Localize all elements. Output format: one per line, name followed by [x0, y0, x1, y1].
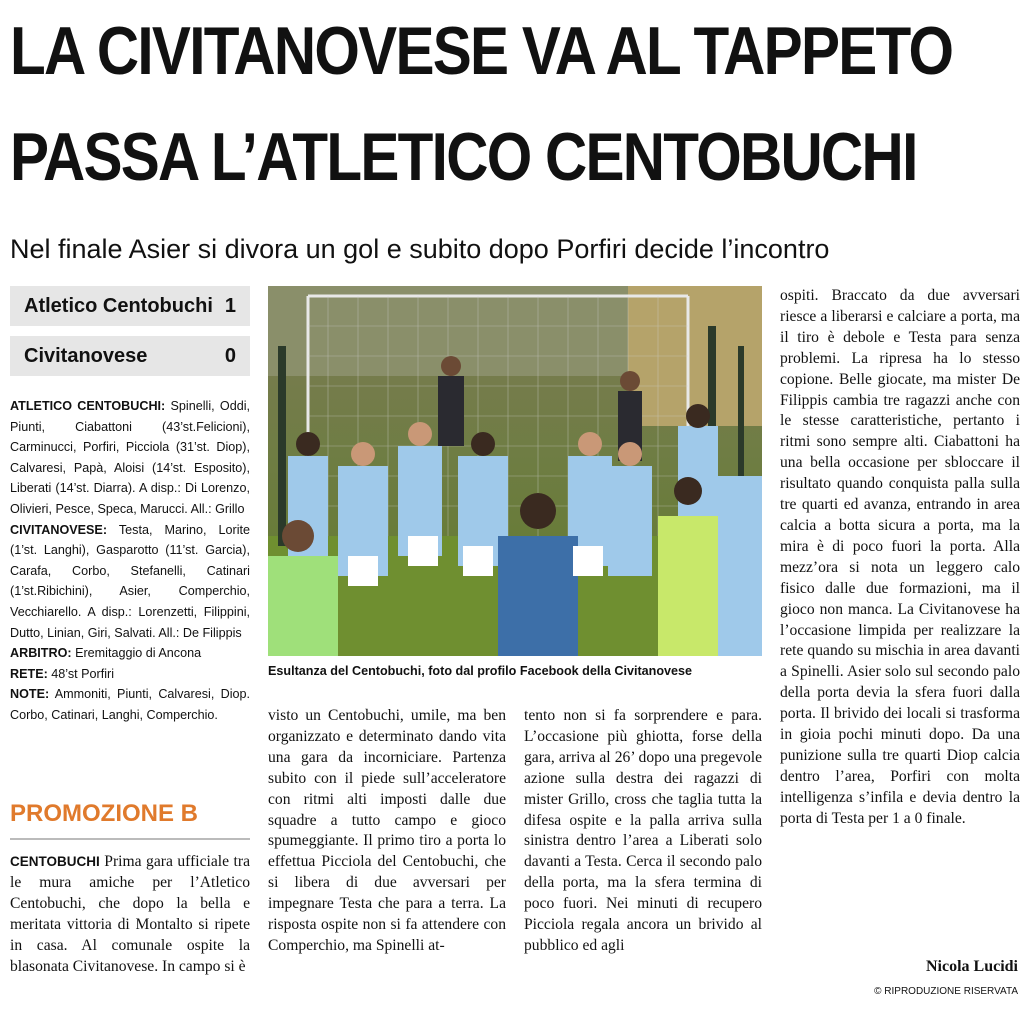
referee-text: Eremitaggio di Ancona [75, 646, 202, 661]
notes-text: Ammoniti, Piunti, Calvaresi, Diop. Corbo, Catinari, Langhi, Comperchio. [10, 687, 250, 722]
notes-label: NOTE: [10, 687, 50, 702]
away-lineup-label: CIVITANOVESE: [10, 522, 108, 537]
referee [10, 643, 250, 664]
author-byline: Nicola Lucidi [925, 958, 1018, 975]
team-celebration-photo [268, 286, 762, 656]
home-score: 1 [224, 294, 236, 317]
away-team: Civitanovese [24, 344, 148, 367]
away-score: 0 [224, 344, 236, 367]
article-column-4: ospiti. Braccato da due avversari riesce a liberarsi e calciare a porta, ma il tiro è debole e Testa para senza problemi. La ripresa ha lo stesso copione. Belle giocate, ma mister De Filippis cambia tre ragazzi anche con le stesse caratteristiche, pertanto i ritmi sono sempre alti. Ciabattoni ha una bella occasione per sbloccare il risultato quando conquista palla sulla tre quarti ed avanza, entrando in area calcia a botta sicura a porta, ma la mira è di poco fuori la porta. Alla mezz’ora si nota un leggero calo fisico dalle due formazioni, ma il gioco non manca. La Civitanovese ha l’occasione limpida per realizzare la rete quando su mischia in area davanti a Spinelli. Asier solo sul secondo palo della porta devia la sfera fuori dalla porta. Il brivido dei locali si trasforma in gioia pochi minuti dopo. Da una punizione sulla tre quarti Diop calcia dentro l’area, Porfiri con molta intelligenza s’infila e devia dentro la porta di Testa per 1 a 0 finale. [780, 287, 1020, 827]
home-lineup-text: Spinelli, Oddi, Piunti, Ciabattoni (43’st.Felicioni), Carminucci, Porfiri, Picciola (31’st. Diop), Calvaresi, Papà, Aloisi (14’st. Esposito), Liberati (14’st. Diarra). A disp.: Di Lorenzo, Olivieri, Pesce, Speca, Marucci. All.: Grillo [10, 399, 250, 516]
photo-caption: Esultanza del Centobuchi, foto dal profilo Facebook della Civitanovese [268, 664, 693, 678]
section-title: PROMOZIONE B [10, 800, 199, 827]
referee-label: ARBITRO: [10, 646, 72, 661]
article-column-1 [10, 852, 250, 977]
away-lineup-text: Testa, Marino, Lorite (1’st. Langhi), Gasparotto (11’st. Garcia), Carafa, Corbo, Stefanelli, Catinari (1’st.Ribichini), Asier, Comperchio, Vecchiarello. A disp.: Lorenzetti, Filippini, Dutto, Linian, Giri, Salvati. All.: De Filippis [10, 522, 250, 640]
score-away [10, 336, 250, 376]
goal-label: RETE: [10, 666, 48, 681]
goals [10, 664, 250, 685]
home-lineup-label: ATLETICO CENTOBUCHI: [10, 399, 166, 413]
home-lineup [10, 396, 250, 520]
goal-text: 48’st Porfiri [51, 666, 115, 681]
article-column-3: tento non si fa sorprendere e para. L’occasione più ghiotta, forse della gara, arriva al 26’ dopo una pregevole azione sulla destra dei ragazzi di mister Grillo, cross che taglia tutta la difesa ospite e la palla arriva sulla sinistra dentro l’area a Liberati solo davanti a Testa. Cerca il secondo palo della porta, ma la sfera termina di poco fuori. Nei minuti di recupero Picciola regala ancora un brivido al pubblico ed agli [524, 707, 762, 954]
subheadline: Nel finale Asier si divora un gol e subito dopo Porfiri decide l’incontro [10, 234, 830, 264]
score-home [10, 286, 250, 326]
article-column-2: visto un Centobuchi, umile, ma ben organizzato e determinato dando vita una gara da incorniciare. Partenza subito con il piede sull’acceleratore con ritmi alti imposti dalle due squadre a tutto campo e gioco spumeggiante. Il primo tiro a porta lo effettua Picciola del Centobuchi, che si libera di due avversari per impegnare Testa che para a terra. La risposta ospite non si fa attendere con Comperchio, ma Spinelli at- [268, 707, 506, 954]
article-column-1-text: Prima gara ufficiale tra le mura amiche per l’Atletico Centobuchi, che dopo la bella e meritata vittoria di Montalto si ripete in casa. Al comunale ospite la blasonata Civitanovese. In campo si è [10, 853, 250, 975]
away-lineup [10, 520, 250, 644]
section-divider [10, 838, 250, 840]
home-team: Atletico Centobuchi [24, 294, 213, 317]
headline-line-2: PASSA L’ATLETICO CENTOBUCHI [10, 119, 917, 195]
notes [10, 684, 250, 725]
article-lead: CENTOBUCHI [10, 854, 100, 869]
headline-line-1: LA CIVITANOVESE VA AL TAPPETO [10, 13, 953, 89]
match-lineups [10, 396, 250, 726]
copyright-notice: © RIPRODUZIONE RISERVATA [874, 986, 1018, 997]
